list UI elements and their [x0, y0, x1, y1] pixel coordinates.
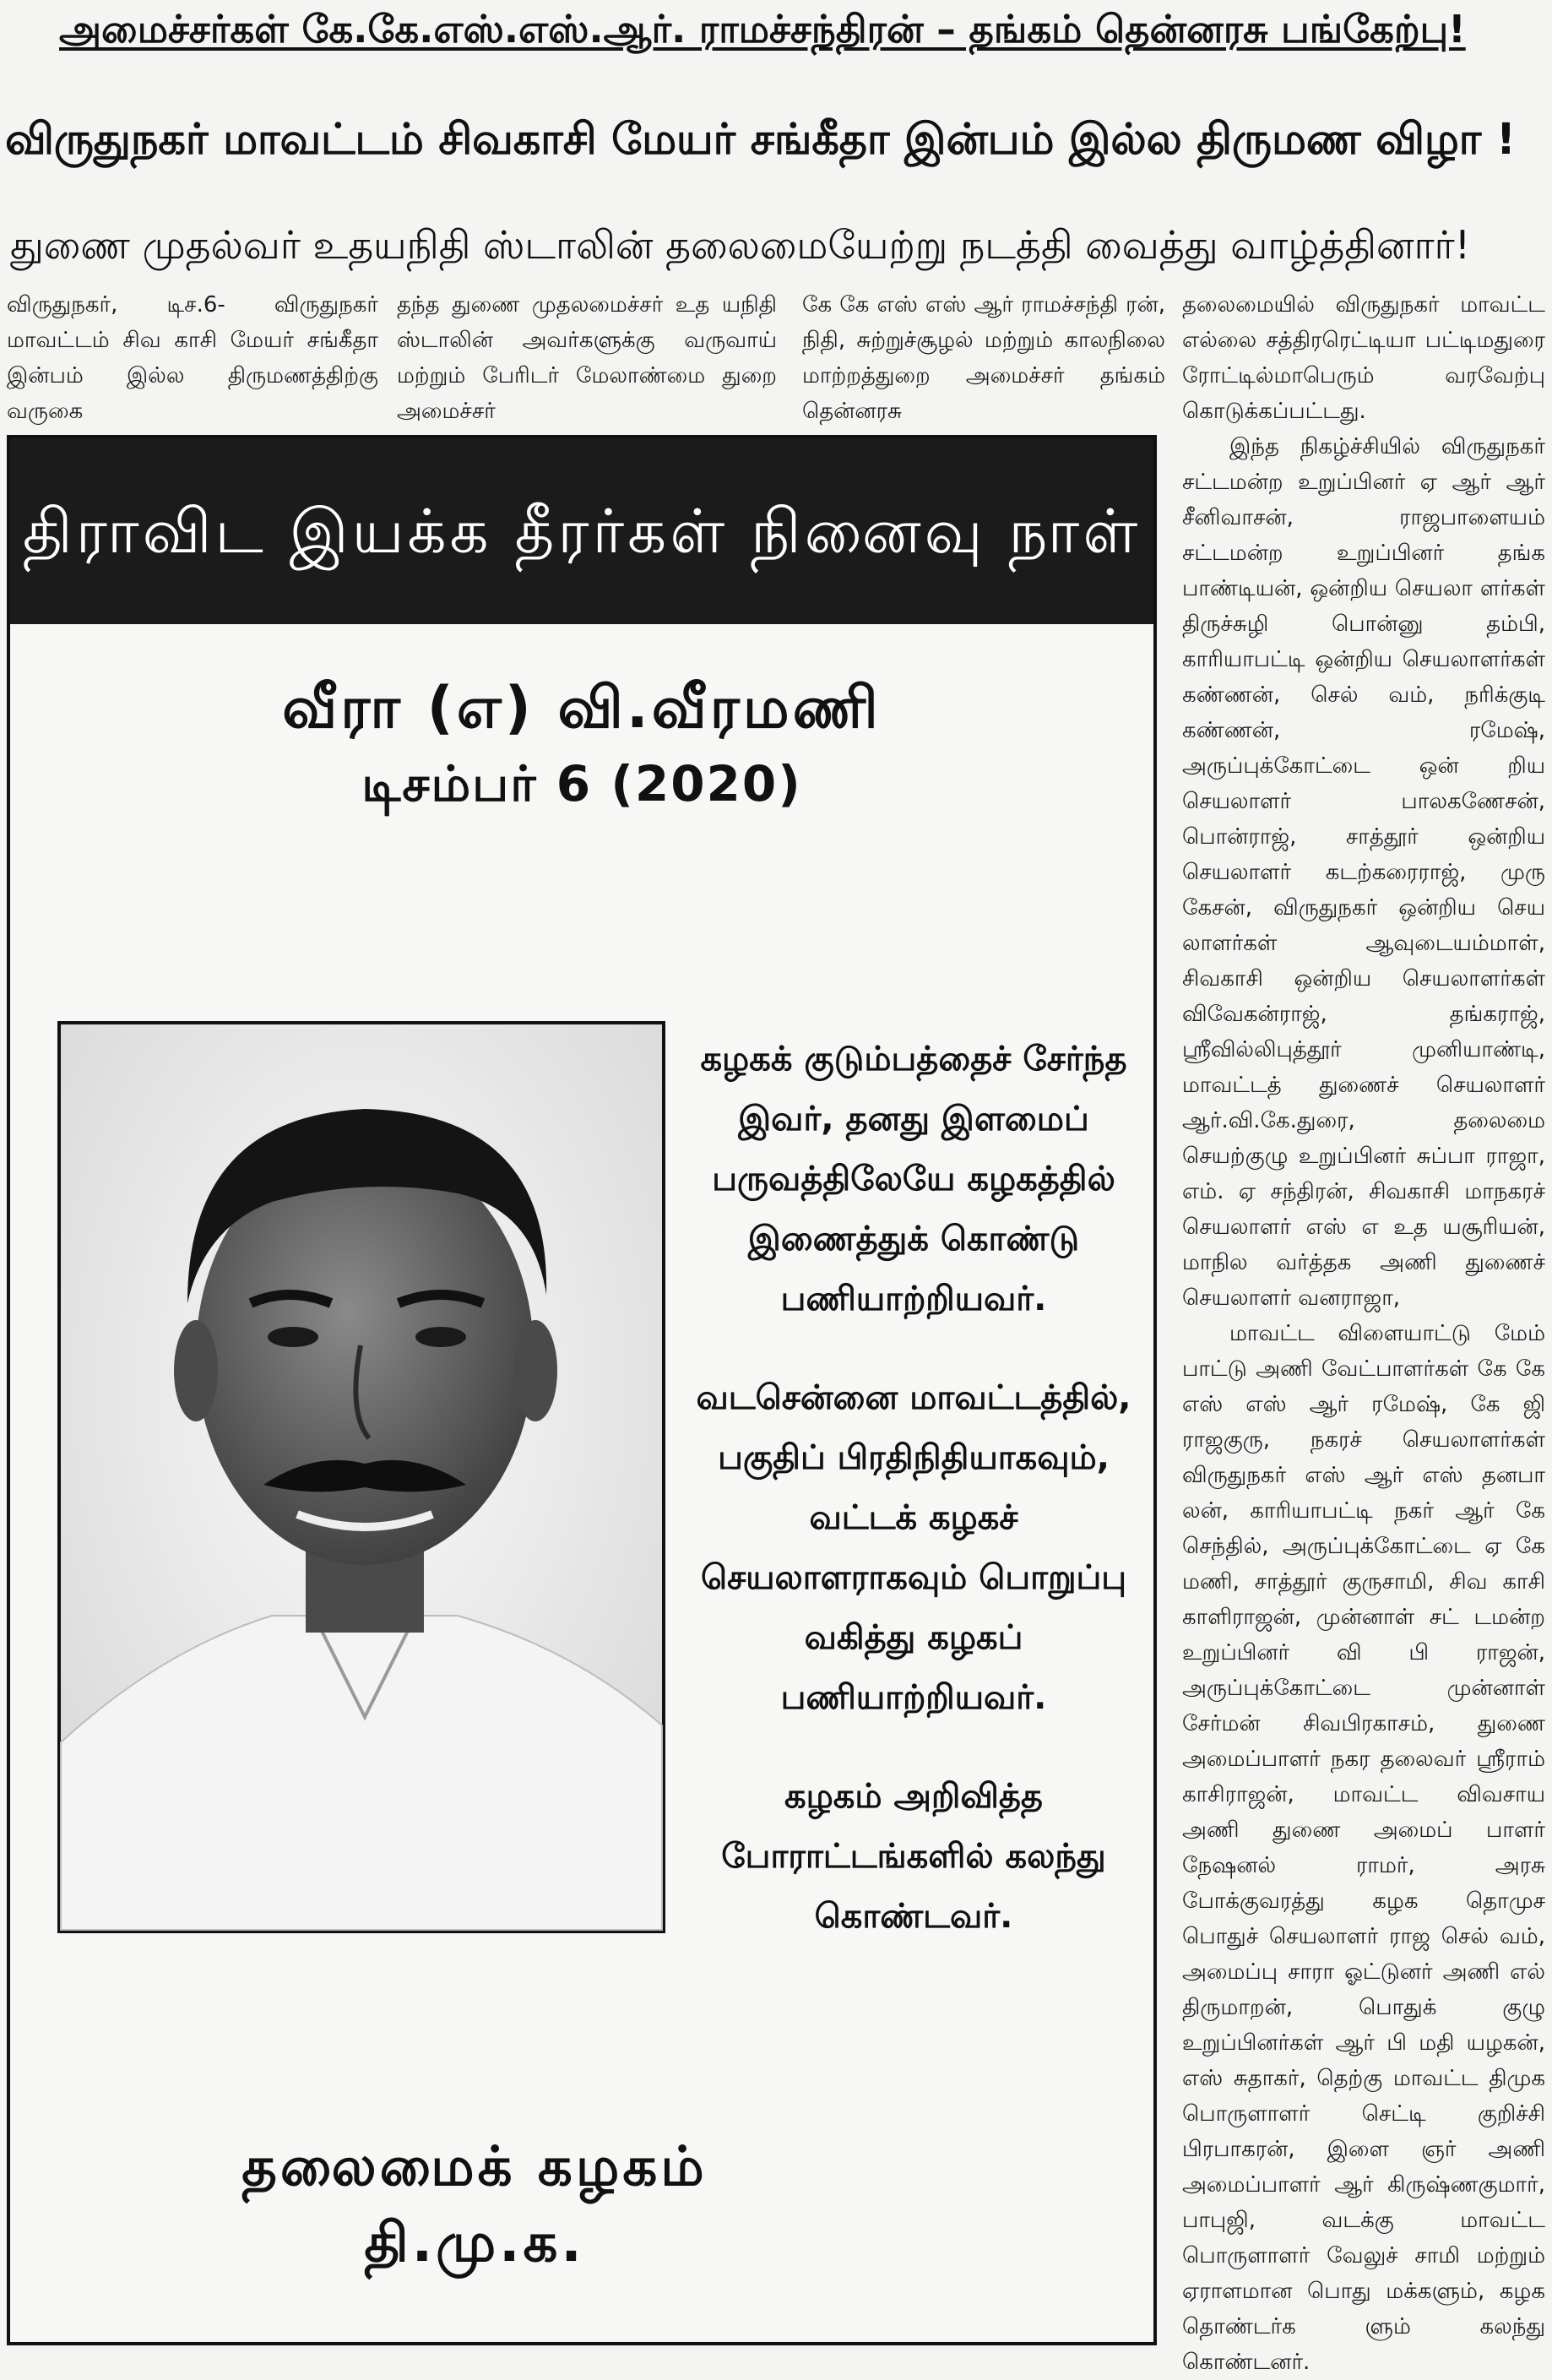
memorial-person-name: வீரா (எ) வி.வீரமணி [282, 675, 882, 742]
portrait-illustration [61, 1024, 662, 1930]
article-text: விருதுநகர், டிச.6- விருதுநகர் மாவட்டம் சிவ காசி மேயர் சங்கீதா இன்பம் இல்ல திருமணத்திற்கு வருகை [7, 292, 378, 424]
biography-paragraph: கழகம் அறிவித்த போராட்டங்களில் கலந்து கொண்டவர். [721, 1777, 1106, 1936]
article-column-3 [802, 287, 1165, 427]
article-text: தந்த துணை முதலமைச்சர் உத யநிதி ஸ்டாலின் அவர்களுக்கு வருவாய் மற்றும் பேரிடர் மேலாண்மை துறை அமைச்சர் [397, 292, 777, 424]
memorial-advertisement [7, 435, 1157, 2345]
kicker-headline: அமைச்சர்கள் கே.கே.எஸ்.எஸ்.ஆர். ராமச்சந்திரன் – தங்கம் தென்னரசு பங்கேற்பு! [59, 7, 1466, 52]
article-text: கே கே எஸ் எஸ் ஆர் ராமச்சந்தி ரன், நிதி, சுற்றுச்சூழல் மற்றும் காலநிலை மாற்றத்துறை அமைச்சர் தங்கம் தென்னரசு [802, 292, 1165, 424]
biography-paragraph: வடசென்னை மாவட்டத்தில், பகுதிப் பிரதிநிதியாகவும், வட்டக் கழகச் செயலாளராகவும் பொறுப்பு வகித்து கழகப் பணியாற்றியவர். [696, 1378, 1131, 1717]
biography [677, 1030, 1150, 1986]
memorial-footer-party: தி.மு.க. [364, 2212, 585, 2274]
main-headline: விருதுநகர் மாவட்டம் சிவகாசி மேயர் சங்கீதா இன்பம் இல்ல திருமண விழா ! [5, 114, 1517, 164]
memorial-banner: திராவிட இயக்க தீரர்கள் நினைவு நாள் [10, 438, 1153, 624]
article-column-4 [1182, 287, 1545, 2375]
article-text: இந்த நிகழ்ச்சியில் விருதுநகர் சட்டமன்ற உறுப்பினர் ஏ ஆர் ஆர் சீனிவாசன், ராஜபாளையம் சட்டமன்ற உறுப்பினர் தங்க பாண்டியன், ஒன்றிய செயலா ளர்கள் திருச்சுழி பொன்னு தம்பி, காரியாபட்டி ஒன்றிய செயலாளர்கள் கண்ணன், செல் வம், நரிக்குடி கண்ணன், ரமேஷ், அருப்புக்கோட்டை ஒன் றிய செயலாளர் பாலகணேசன், பொன்ராஜ், சாத்தூர் ஒன்றிய செயலாளர் கடற்கரைராஜ், முரு கேசன், விருதுநகர் ஒன்றிய செய லாளர்கள் ஆவுடையம்மாள், சிவகாசி ஒன்றிய செயலாளர்கள் விவேகன்ராஜ், தங்கராஜ், ஸ்ரீவில்லிபுத்தூர் முனியாண்டி, மாவட்டத் துணைச் செயலாளர் ஆர்.வி.கே.துரை, தலைமை செயற்குழு உறுப்பினர் சுப்பா ராஜா, எம். ஏ சந்திரன், சிவகாசி மாநகரச் செயலாளர் எஸ் எ உத யசூரியன், மாநில வர்த்தக அணி துணைச் செயலாளர் வனராஜா, [1182, 434, 1545, 1311]
article-text: தலைமையில் விருதுநகர் மாவட்ட எல்லை சத்திரரெட்டியா பட்டிமதுரை ரோட்டில்மாபெரும் வரவேற்பு கொடுக்கப்பட்டது. [1182, 292, 1545, 424]
portrait-photo [57, 1021, 665, 1933]
article-text: மாவட்ட விளையாட்டு மேம் பாட்டு அணி வேட்பாளர்கள் கே கே எஸ் எஸ் ஆர் ரமேஷ், கே ஜி ராஜகுரு, நகரச் செயலாளர்கள் விருதுநகர் எஸ் ஆர் எஸ் தனபா லன், காரியாபட்டி நகர் ஆர் கே செந்தில், அருப்புக்கோட்டை ஏ கே மணி, சாத்தூர் குருசாமி, சிவ காசி காளிராஜன், முன்னாள் சட் டமன்ற உறுப்பினர் வி பி ராஜன், அருப்புக்கோட்டை முன்னாள் சேர்மன் சிவபிரகாசம், துணை அமைப்பாளர் நகர தலைவர் ஸ்ரீராம் காசிராஜன், மாவட்ட விவசாய அணி துணை அமைப் பாளர் நேஷனல் ராமர், அரசு போக்குவரத்து கழக தொமுச பொதுச் செயலாளர் ராஜ செல் வம், அமைப்பு சாரா ஓட்டுனர் அணி எல் திருமாறன், பொதுக் குழு உறுப்பினர்கள் ஆர் பி மதி யழகன், எஸ் சுதாகர், தெற்கு மாவட்ட திமுக பொருளாளர் செட்டி குறிச்சி பிரபாகரன், இளை ஞர் அணி அமைப்பாளர் ஆர் கிருஷ்ணகுமார், பாபுஜி, வடக்கு மாவட்ட பொருளாளர் வேலுச் சாமி மற்றும் ஏராளமான பொது மக்களும், கழக தொண்டர்க ளும் கலந்து கொண்டனர். [1182, 1321, 1545, 2375]
subheadline: துணை முதல்வர் உதயநிதி ஸ்டாலின் தலைமையேற்று நடத்தி வைத்து வாழ்த்தினார்! [10, 222, 1471, 268]
memorial-footer-org: தலைமைக் கழகம் [241, 2136, 708, 2198]
article-column-1 [7, 287, 378, 427]
article-column-2 [397, 287, 777, 427]
biography-paragraph: கழகக் குடும்பத்தைச் சேர்ந்த இவர், தனது இளமைப் பருவத்திலேயே கழகத்தில் இணைத்துக் கொண்டு பணியாற்றியவர். [700, 1040, 1127, 1318]
memorial-date: டிசம்பர் 6 (2020) [361, 755, 802, 812]
